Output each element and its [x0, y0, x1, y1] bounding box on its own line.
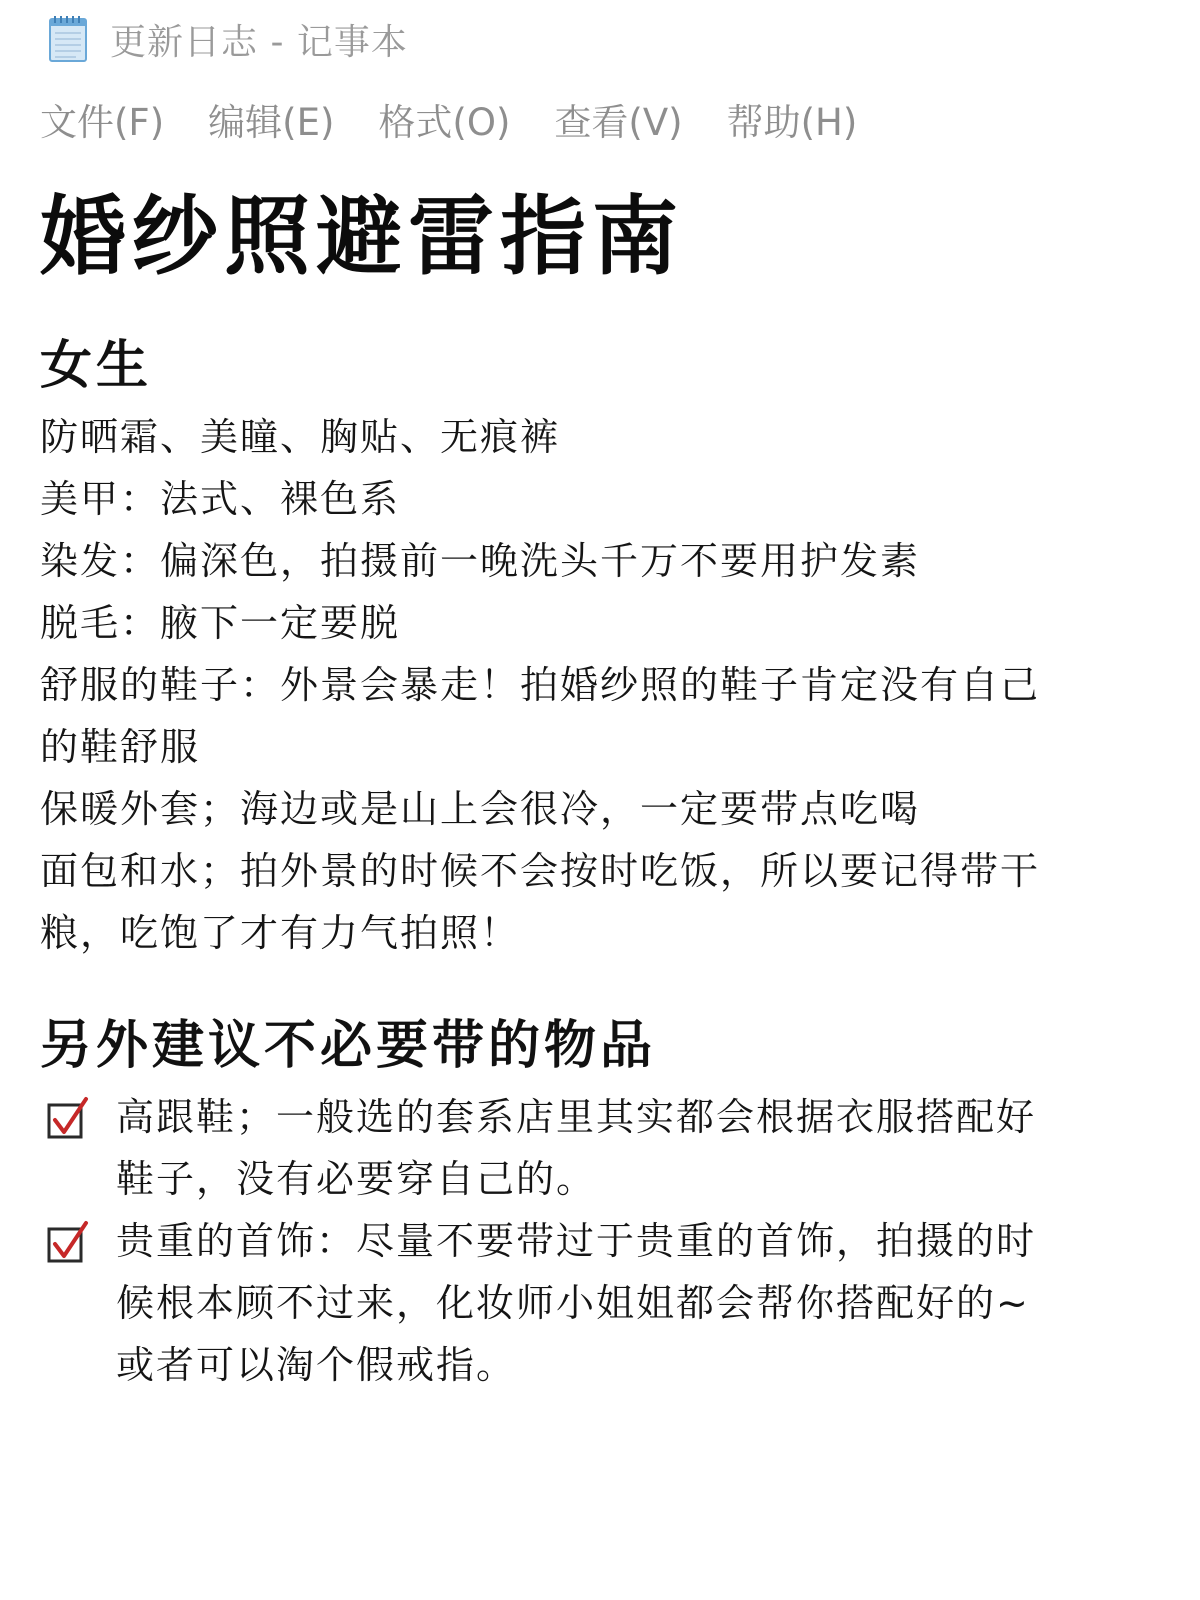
list-item: 舒服的鞋子：外景会暴走！拍婚纱照的鞋子肯定没有自己 [40, 663, 1041, 707]
list-item: 粮，吃饱了才有力气拍照！ [40, 911, 521, 955]
menu-format[interactable]: 格式(O) [378, 101, 511, 144]
checklist-line: 贵重的首饰：尽量不要带过于贵重的首饰，拍摄的时 [116, 1219, 1037, 1263]
checklist-line: 鞋子，没有必要穿自己的。 [116, 1157, 597, 1201]
menu-view[interactable]: 查看(V) [554, 101, 683, 144]
checklist-item [46, 1086, 1146, 1210]
notepad-icon [46, 13, 92, 65]
checklist-line: 或者可以淘个假戒指。 [116, 1343, 517, 1387]
women-item-list [40, 406, 1140, 964]
list-item: 保暖外套；海边或是山上会很冷，一定要带点吃喝 [40, 787, 921, 831]
menu-bar [40, 92, 857, 146]
menu-edit[interactable]: 编辑(E) [208, 101, 335, 144]
section-heading-women: 女生 [40, 336, 153, 396]
checklist-item [46, 1210, 1146, 1396]
section-heading-not-needed: 另外建议不必要带的物品 [40, 1016, 657, 1076]
list-item: 染发：偏深色，拍摄前一晚洗头千万不要用护发素 [40, 539, 921, 583]
checklist [46, 1086, 1146, 1396]
list-item: 的鞋舒服 [40, 725, 201, 769]
title-bar [46, 10, 408, 68]
list-item: 脱毛：腋下一定要脱 [40, 601, 401, 645]
checklist-item-text [116, 1210, 1036, 1396]
checked-box-icon [46, 1220, 92, 1266]
list-item: 美甲：法式、裸色系 [40, 477, 401, 521]
menu-file[interactable]: 文件(F) [40, 101, 165, 144]
checklist-line: 候根本顾不过来，化妆师小姐姐都会帮你搭配好的~ [116, 1281, 1030, 1325]
list-item: 防晒霜、美瞳、胸贴、无痕裤 [40, 415, 561, 459]
checklist-item-text [116, 1086, 1036, 1210]
list-item: 面包和水；拍外景的时候不会按时吃饭，所以要记得带干 [40, 849, 1041, 893]
window-title: 更新日志 - 记事本 [110, 21, 408, 63]
document-title: 婚纱照避雷指南 [40, 187, 684, 287]
menu-help[interactable]: 帮助(H) [726, 101, 858, 144]
checklist-line: 高跟鞋；一般选的套系店里其实都会根据衣服搭配好 [116, 1095, 1037, 1139]
checked-box-icon [46, 1096, 92, 1142]
